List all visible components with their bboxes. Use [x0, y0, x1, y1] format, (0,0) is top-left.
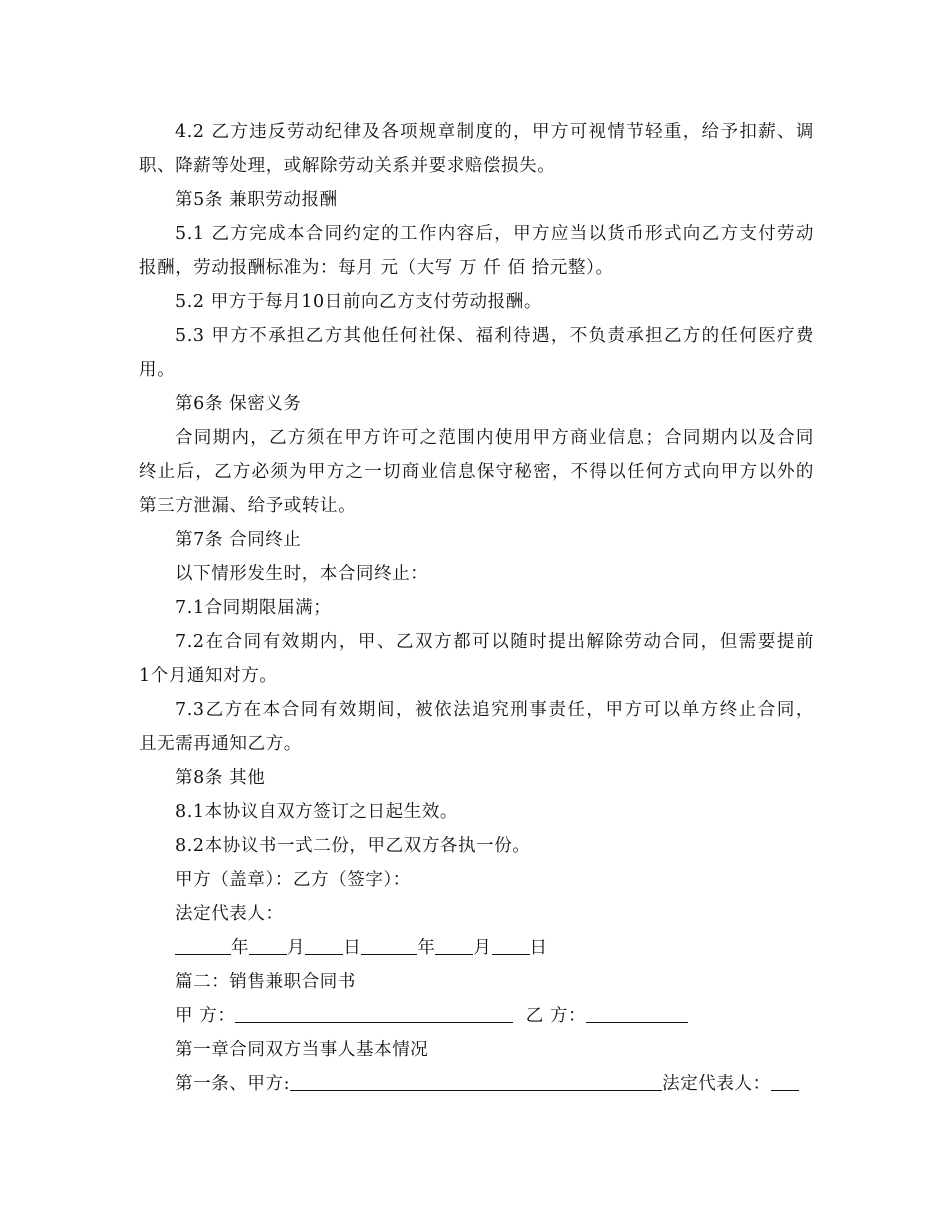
- article-5-heading: 第5条 兼职劳动报酬: [175, 190, 338, 210]
- party-b-label: 乙 方：: [525, 1006, 587, 1026]
- day-blank-b: [492, 934, 530, 955]
- month-blank-b: [435, 934, 473, 955]
- clause-5-3-line-2: 用。: [139, 360, 176, 380]
- clause-6-line-3: 第三方泄漏、给予或转让。: [139, 496, 357, 516]
- parties-line: [139, 999, 814, 1033]
- clause-4-2-line-1: 4.2 乙方违反劳动纪律及各项规章制度的，甲方可视情节轻重，给予扣薪、调: [175, 122, 814, 142]
- clause-6-line-1: 合同期内，乙方须在甲方许可之范围内使用甲方商业信息；合同期内以及合同: [175, 428, 814, 448]
- party-a-name-blank: [290, 1070, 662, 1091]
- day-blank-a: [305, 934, 343, 955]
- clause-5-3-line-1: 5.3 甲方不承担乙方其他任何社保、福利待遇，不负责承担乙方的任何医疗费: [175, 326, 814, 346]
- article-8-heading: 第8条 其他: [175, 768, 266, 788]
- clause-7-2-line-1: 7.2在合同有效期内，甲、乙双方都可以随时提出解除劳动合同，但需要提前: [175, 632, 814, 652]
- clause-6-line-2: 终止后，乙方必须为甲方之一切商业信息保守秘密，不得以任何方式向甲方以外的: [139, 462, 814, 482]
- legal-representative-blank: [771, 1070, 799, 1091]
- clause-7-3-line-2: 且无需再通知乙方。: [139, 734, 302, 754]
- legal-representative-line: 法定代表人：: [175, 904, 284, 924]
- clause-8-2: 8.2本协议书一式二份，甲乙双方各执一份。: [175, 836, 531, 856]
- year-label-a: 年: [231, 938, 250, 958]
- clause-5-1-line-1: 5.1 乙方完成本合同约定的工作内容后，甲方应当以货币形式向乙方支付劳动: [175, 224, 814, 244]
- article-7-heading: 第7条 合同终止: [175, 530, 302, 550]
- document-body: [139, 115, 814, 1101]
- clause-8-1: 8.1本协议自双方签订之日起生效。: [175, 802, 459, 822]
- clause-5-2: 5.2 甲方于每月10日前向乙方支付劳动报酬。: [175, 292, 542, 312]
- clause-7-3-line-1: 7.3乙方在本合同有效期间，被依法追究刑事责任，甲方可以单方终止合同，: [175, 700, 814, 720]
- clause-7-intro: 以下情形发生时，本合同终止：: [175, 564, 429, 584]
- article-1-label: 第一条、甲方:: [175, 1074, 291, 1094]
- date-line: [139, 931, 814, 965]
- signature-line: 甲方（盖章）：乙方（签字）：: [175, 870, 411, 890]
- year-label-b: 年: [417, 938, 436, 958]
- article-6-heading: 第6条 保密义务: [175, 394, 302, 414]
- article-1-line: [139, 1067, 814, 1101]
- clause-5-1-line-2: 报酬，劳动报酬标准为：每月 元（大写 万 仟 佰 拾元整）。: [139, 258, 614, 278]
- party-a-blank: [235, 1002, 513, 1023]
- legal-representative-label: 法定代表人：: [662, 1074, 771, 1094]
- clause-4-2-line-2: 职、降薪等处理，或解除劳动关系并要求赔偿损失。: [139, 156, 556, 176]
- year-blank-a: [175, 934, 231, 955]
- month-label-b: 月: [473, 938, 492, 958]
- party-b-blank: [586, 1002, 688, 1023]
- month-label-a: 月: [287, 938, 306, 958]
- day-label-a: 日: [343, 938, 362, 958]
- chapter-1-heading: 第一章合同双方当事人基本情况: [175, 1040, 429, 1060]
- day-label-b: 日: [529, 938, 548, 958]
- clause-7-1: 7.1合同期限届满；: [175, 598, 332, 618]
- month-blank-a: [249, 934, 287, 955]
- clause-7-2-line-2: 1个月通知对方。: [139, 666, 278, 686]
- part-2-heading: 篇二：销售兼职合同书: [175, 972, 356, 992]
- party-a-label: 甲 方：: [175, 1006, 236, 1026]
- year-blank-b: [361, 934, 417, 955]
